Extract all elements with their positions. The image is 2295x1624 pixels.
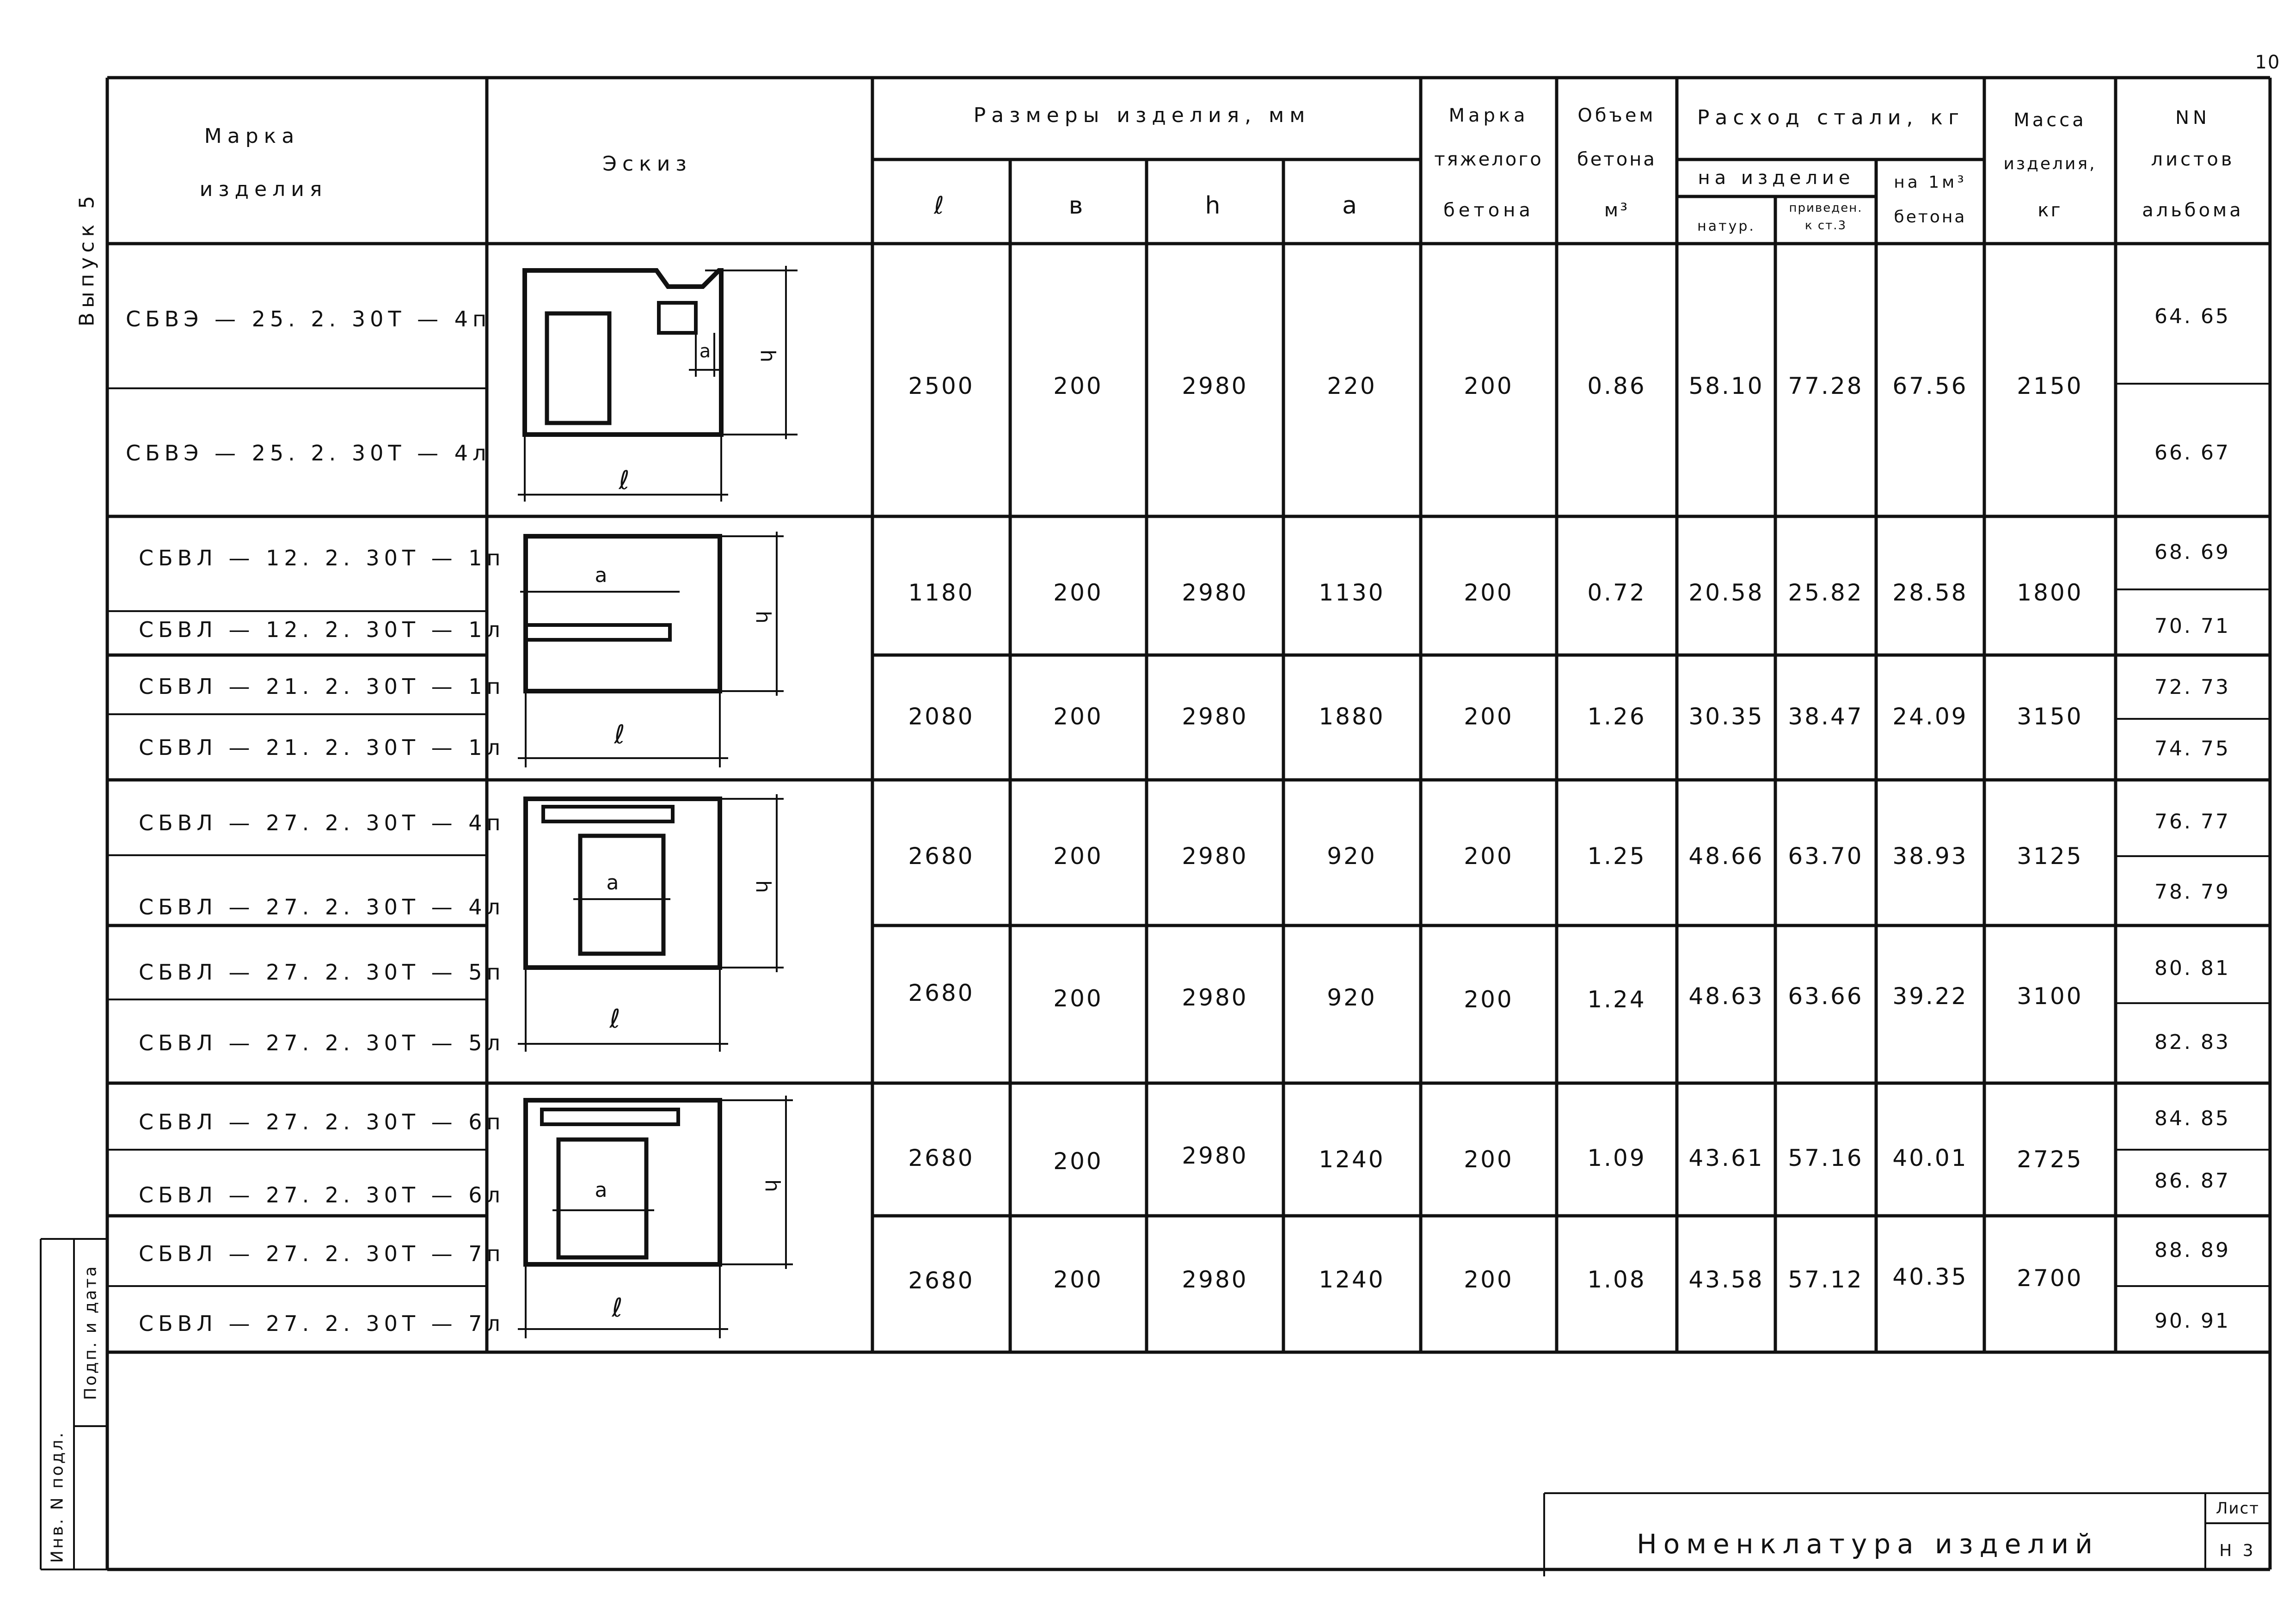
cell-per-m3: 67.56 bbox=[1892, 373, 1968, 399]
title-block-sheet-number: Н 3 bbox=[2219, 1541, 2256, 1560]
sheet-numbers: 72. 73 bbox=[2154, 675, 2230, 699]
cell-reduced: 63.66 bbox=[1788, 983, 1864, 1010]
cell-natural: 43.58 bbox=[1688, 1266, 1764, 1293]
cell-volume: 0.86 bbox=[1587, 373, 1646, 399]
cell-mass: 2700 bbox=[2017, 1265, 2083, 1292]
cell-mass: 3100 bbox=[2017, 983, 2083, 1010]
mark-row: СБВЛ — 27. 2. 30Т — 7п bbox=[139, 1241, 505, 1266]
header-mass-1: Масса bbox=[2013, 110, 2086, 131]
sheet-numbers: 64. 65 bbox=[2154, 305, 2230, 328]
cell-length: 2680 bbox=[908, 980, 975, 1006]
mark-row: СБВЛ — 27. 2. 30Т — 4л bbox=[139, 895, 505, 919]
cell-a: 1130 bbox=[1319, 579, 1385, 606]
title-block-sheet-label: Лист bbox=[2215, 1499, 2260, 1518]
mark-row: СБВЛ — 27. 2. 30Т — 7л bbox=[139, 1311, 505, 1336]
cell-per-m3: 24.09 bbox=[1892, 703, 1968, 730]
cell-length: 2680 bbox=[908, 1267, 975, 1294]
cell-concrete: 200 bbox=[1464, 703, 1514, 730]
cell-width: 200 bbox=[1053, 985, 1103, 1012]
cell-reduced: 57.16 bbox=[1788, 1145, 1864, 1171]
cell-height: 2980 bbox=[1182, 984, 1248, 1011]
cell-per-m3: 28.58 bbox=[1892, 579, 1968, 606]
cell-concrete: 200 bbox=[1464, 1266, 1514, 1293]
cell-a: 1880 bbox=[1319, 703, 1385, 730]
mark-row: СБВЛ — 27. 2. 30Т — 5п bbox=[139, 960, 505, 985]
mark-row: СБВЛ — 27. 2. 30Т — 6п bbox=[139, 1109, 505, 1134]
header-size-b: в bbox=[1068, 192, 1088, 220]
cell-volume: 0.72 bbox=[1587, 579, 1646, 606]
header-natural: натур. bbox=[1697, 218, 1755, 234]
cell-a: 1240 bbox=[1319, 1146, 1385, 1173]
sketch4-label-h: h bbox=[761, 1179, 784, 1192]
sheet-numbers: 86. 87 bbox=[2154, 1169, 2230, 1193]
cell-volume: 1.08 bbox=[1587, 1266, 1646, 1293]
cell-height: 2980 bbox=[1182, 703, 1248, 730]
title-block-title: Номенклатура изделий bbox=[1637, 1528, 2099, 1560]
header-volume-2: бетона bbox=[1577, 149, 1657, 170]
cell-length: 1180 bbox=[908, 579, 975, 606]
cell-length: 2680 bbox=[908, 843, 975, 870]
cell-mass: 3125 bbox=[2017, 843, 2083, 870]
cell-volume: 1.24 bbox=[1587, 986, 1646, 1013]
cell-per-m3: 39.22 bbox=[1892, 983, 1968, 1010]
cell-volume: 1.25 bbox=[1587, 843, 1646, 870]
sheet-numbers: 76. 77 bbox=[2154, 810, 2230, 833]
cell-reduced: 57.12 bbox=[1788, 1266, 1864, 1293]
cell-height: 2980 bbox=[1182, 843, 1248, 870]
cell-concrete: 200 bbox=[1464, 1146, 1514, 1173]
cell-a: 920 bbox=[1327, 984, 1377, 1011]
cell-reduced: 25.82 bbox=[1788, 579, 1864, 606]
header-size-h: h bbox=[1205, 192, 1225, 220]
cell-natural: 58.10 bbox=[1688, 373, 1764, 399]
header-concrete-1: Марка bbox=[1448, 105, 1529, 126]
sketch3-label-a: a bbox=[606, 871, 619, 895]
cell-a: 1240 bbox=[1319, 1266, 1385, 1293]
sheet-numbers: 74. 75 bbox=[2154, 737, 2230, 760]
header-steel: Расход стали, кг bbox=[1697, 106, 1965, 129]
sheet-numbers: 70. 71 bbox=[2154, 614, 2230, 638]
cell-width: 200 bbox=[1053, 579, 1103, 606]
cell-length: 2680 bbox=[908, 1145, 975, 1171]
sheet-numbers: 82. 83 bbox=[2154, 1030, 2230, 1054]
cell-volume: 1.26 bbox=[1587, 703, 1646, 730]
mark-row: СБВЛ — 27. 2. 30Т — 6л bbox=[139, 1183, 505, 1207]
mark-row: СБВЛ — 21. 2. 30Т — 1п bbox=[139, 674, 505, 699]
page-number: 10 bbox=[2255, 52, 2281, 73]
header-concrete-2: тяжелого bbox=[1434, 149, 1543, 170]
sketch2-label-h: h bbox=[751, 611, 775, 624]
cell-natural: 30.35 bbox=[1688, 703, 1764, 730]
header-reduced-2: к ст.3 bbox=[1804, 219, 1847, 233]
cell-mass: 2150 bbox=[2017, 373, 2083, 399]
sheet-numbers: 90. 91 bbox=[2154, 1309, 2230, 1333]
cell-width: 200 bbox=[1053, 373, 1103, 399]
mark-row: СБВЭ — 25. 2. 30Т — 4п bbox=[126, 306, 491, 331]
cell-height: 2980 bbox=[1182, 1142, 1248, 1169]
header-volume-3: м³ bbox=[1604, 200, 1630, 221]
cell-volume: 1.09 bbox=[1587, 1145, 1646, 1171]
header-mass-2: изделия, bbox=[2003, 154, 2097, 173]
stamp-sign-date: Подп. и дата bbox=[81, 1264, 100, 1400]
cell-length: 2500 bbox=[908, 373, 975, 399]
header-size-l: ℓ bbox=[934, 192, 949, 220]
header-per-item: на изделие bbox=[1698, 167, 1855, 189]
sheet-numbers: 66. 67 bbox=[2154, 441, 2230, 465]
mark-row: СБВЛ — 12. 2. 30Т — 1л bbox=[139, 617, 505, 642]
sketch4-label-l: ℓ bbox=[612, 1293, 623, 1323]
header-per-m3-2: бетона bbox=[1894, 208, 1967, 227]
cell-reduced: 63.70 bbox=[1788, 843, 1864, 870]
cell-mass: 2725 bbox=[2017, 1146, 2083, 1173]
header-mark-1: Марка bbox=[204, 124, 300, 148]
side-label: Выпуск 5 bbox=[75, 191, 99, 327]
cell-height: 2980 bbox=[1182, 373, 1248, 399]
cell-reduced: 77.28 bbox=[1788, 373, 1864, 399]
header-volume-1: Объем bbox=[1577, 105, 1656, 126]
sketch-sbvl-1 bbox=[518, 532, 784, 767]
cell-per-m3: 40.01 bbox=[1892, 1145, 1968, 1171]
cell-length: 2080 bbox=[908, 703, 975, 730]
mark-row: СБВЛ — 27. 2. 30Т — 4п bbox=[139, 810, 505, 835]
cell-mass: 1800 bbox=[2017, 579, 2083, 606]
header-reduced-1: приведен. bbox=[1789, 201, 1863, 215]
cell-height: 2980 bbox=[1182, 579, 1248, 606]
cell-height: 2980 bbox=[1182, 1266, 1248, 1293]
sketch2-label-l: ℓ bbox=[614, 720, 625, 750]
mark-row: СБВЛ — 21. 2. 30Т — 1л bbox=[139, 735, 505, 760]
sheet-numbers: 80. 81 bbox=[2154, 956, 2230, 980]
cell-natural: 48.66 bbox=[1688, 843, 1764, 870]
cell-reduced: 38.47 bbox=[1788, 703, 1864, 730]
header-mark-2: изделия bbox=[199, 178, 328, 201]
header-concrete-3: бетона bbox=[1443, 200, 1534, 221]
header-sheets-2: листов bbox=[2151, 149, 2235, 170]
stamp-inv-number: Инв. N подл. bbox=[48, 1431, 67, 1563]
header-sheets-1: NN bbox=[2175, 107, 2210, 129]
sketch1-label-l: ℓ bbox=[619, 466, 630, 496]
sketch3-label-l: ℓ bbox=[609, 1004, 620, 1034]
sketch2-label-a: a bbox=[595, 564, 608, 587]
mark-row: СБВЭ — 25. 2. 30Т — 4л bbox=[126, 441, 491, 466]
header-sheets-3: альбома bbox=[2142, 200, 2244, 221]
sketch4-label-a: a bbox=[595, 1178, 608, 1202]
cell-natural: 43.61 bbox=[1688, 1145, 1764, 1171]
mark-row: СБВЛ — 12. 2. 30Т — 1п bbox=[139, 545, 505, 570]
sketch3-label-h: h bbox=[751, 880, 775, 893]
header-size-a: a bbox=[1342, 192, 1362, 220]
cell-per-m3: 38.93 bbox=[1892, 843, 1968, 870]
header-sizes: Размеры изделия, мм bbox=[973, 104, 1311, 127]
cell-a: 920 bbox=[1327, 843, 1377, 870]
sheet-numbers: 78. 79 bbox=[2154, 880, 2230, 904]
sheet-numbers: 84. 85 bbox=[2154, 1107, 2230, 1130]
cell-width: 200 bbox=[1053, 703, 1103, 730]
cell-concrete: 200 bbox=[1464, 373, 1514, 399]
sketch1-label-a: a bbox=[699, 341, 711, 362]
sketch-sbvl-3 bbox=[518, 1096, 793, 1338]
sketch-sbve bbox=[518, 266, 798, 502]
header-sketch: Эскиз bbox=[602, 152, 692, 176]
sheet-numbers: 88. 89 bbox=[2154, 1238, 2230, 1262]
cell-concrete: 200 bbox=[1464, 986, 1514, 1013]
cell-concrete: 200 bbox=[1464, 843, 1514, 870]
cell-per-m3: 40.35 bbox=[1892, 1263, 1968, 1290]
cell-natural: 20.58 bbox=[1688, 579, 1764, 606]
cell-mass: 3150 bbox=[2017, 703, 2083, 730]
sketch-sbvl-2 bbox=[518, 794, 784, 1052]
cell-width: 200 bbox=[1053, 1266, 1103, 1293]
sheet-numbers: 68. 69 bbox=[2154, 540, 2230, 564]
cell-natural: 48.63 bbox=[1688, 983, 1764, 1010]
sketch1-label-h: h bbox=[756, 349, 779, 362]
mark-row: СБВЛ — 27. 2. 30Т — 5л bbox=[139, 1030, 505, 1055]
cell-width: 200 bbox=[1053, 1148, 1103, 1175]
cell-a: 220 bbox=[1327, 373, 1377, 399]
header-per-m3-1: на 1м³ bbox=[1894, 173, 1967, 192]
cell-concrete: 200 bbox=[1464, 579, 1514, 606]
header-mass-3: кг bbox=[2037, 200, 2062, 221]
cell-width: 200 bbox=[1053, 843, 1103, 870]
